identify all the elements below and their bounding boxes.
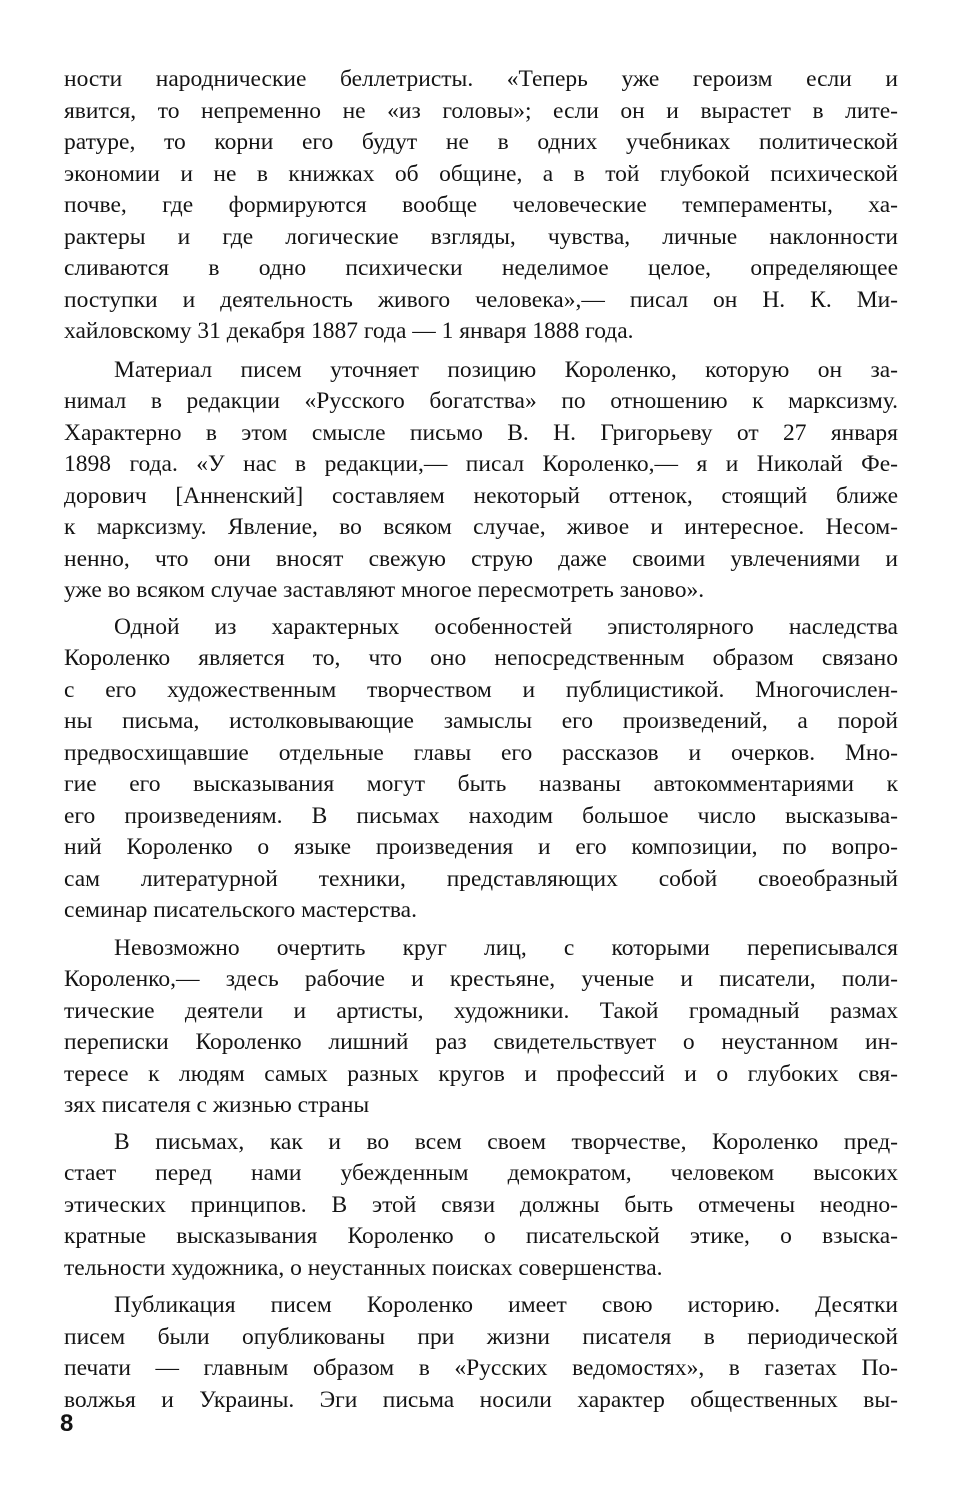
page-number: 8 xyxy=(60,1410,74,1437)
text-line: уже во всяком случае заставляют многое пересмотреть заново». xyxy=(64,577,705,603)
text-line: ны письма, истолковывающие замыслы его произведений, а порой xyxy=(64,708,898,734)
text-line: тересе к людям самых разных кругов и профессий и о глубоких свя- xyxy=(64,1060,898,1087)
text-line: его произведениям. В письмах находим большое число высказыва- xyxy=(64,802,898,829)
paragraph xyxy=(64,64,898,348)
text-line: тические деятели и артисты, художники. Такой громадный размах xyxy=(64,997,898,1024)
text-line: печати — главным образом в «Русских ведомостях», в газетах По- xyxy=(64,1355,898,1381)
text-line: стает перед нами убежденным демократом, человеком высоких xyxy=(64,1160,898,1186)
text-line: Характерно в этом смысле письмо В. Н. Григорьеву от 27 января xyxy=(64,419,898,446)
text-line: ности народнические беллетристы. «Теперь уже героизм если и xyxy=(64,66,898,92)
paragraph xyxy=(64,355,898,607)
text-line: сливаются в одно психически неделимое целое, определяющее xyxy=(64,255,898,281)
text-line: к марксизму. Явление, во всяком случае, живое и интересное. Несом- xyxy=(64,514,898,540)
text-line: этических принципов. В этой связи должны быть отмечены неодно- xyxy=(64,1191,898,1218)
text-line: сам литературной техники, представляющих собой своеобразный xyxy=(64,865,898,892)
text-line: Одной из характерных особенностей эпистолярного наследства xyxy=(114,613,898,640)
text-line: почве, где формируются вообще человеческие темпераменты, ха- xyxy=(64,192,898,218)
text-line: хайловскому 31 декабря 1887 года — 1 января 1888 года. xyxy=(64,318,634,344)
text-line: предвосхищавшие отдельные главы его рассказов и очерков. Мно- xyxy=(64,739,898,766)
text-line: Невозможно очертить круг лиц, с которыми переписывался xyxy=(114,934,898,961)
text-line: семинар писательского мастерства. xyxy=(64,897,417,923)
text-line: поступки и деятельность живого человека»,— писал он Н. К. Ми- xyxy=(64,286,898,313)
text-line: ний Короленко о языке произведения и его композиции, по вопро- xyxy=(64,834,898,860)
text-line: 1898 года. «У нас в редакции,— писал Короленко,— я и Николай Фе- xyxy=(64,451,898,477)
text-line: переписки Короленко лишний раз свидетельствует о неустанном ин- xyxy=(64,1029,898,1055)
paragraph xyxy=(64,1290,898,1416)
paragraph xyxy=(64,612,898,927)
text-line: дорович [Анненский] составляем некоторый оттенок, стоящий ближе xyxy=(64,482,898,509)
text-line: Короленко,— здесь рабочие и крестьяне, ученые и писатели, поли- xyxy=(64,966,898,992)
text-line: В письмах, как и во всем своем творчестве, Короленко пред- xyxy=(114,1128,898,1155)
text-line: явится, то непременно не «из головы»; если он и вырастет в лите- xyxy=(64,97,898,124)
text-line: Публикация писем Короленко имеет свою историю. Десятки xyxy=(114,1292,898,1318)
text-line: ненно, что они вносят свежую струю даже своими увлечениями и xyxy=(64,545,898,572)
body-text xyxy=(64,64,898,1416)
text-line: ратуре, то корни его будут не в одних учебниках политической xyxy=(64,129,898,155)
text-line: кратные высказывания Короленко о писательской этике, о взыска- xyxy=(64,1223,898,1249)
text-line: нимал в редакции «Русского богатства» по отношению к марксизму. xyxy=(64,388,898,414)
text-line: писем были опубликованы при жизни писателя в периодической xyxy=(64,1323,898,1350)
text-line: Материал писем уточняет позицию Короленко, которую он за- xyxy=(114,356,898,383)
text-line: тельности художника, о неустанных поисках совершенства. xyxy=(64,1254,663,1281)
text-line: волжья и Украины. Эги письма носили характер общественных вы- xyxy=(64,1386,898,1413)
paragraph xyxy=(64,1127,898,1285)
text-line: рактеры и где логические взгляды, чувства, личные наклонности xyxy=(64,223,898,250)
text-line: гие его высказывания могут быть названы автокомментариями к xyxy=(64,771,898,797)
paragraph xyxy=(64,933,898,1122)
text-line: экономии и не в книжках об общине, а в той глубокой психической xyxy=(64,160,898,187)
text-line: зях писателя с жизнью страны xyxy=(64,1092,370,1118)
text-line: с его художественным творчеством и публицистикой. Многочислен- xyxy=(64,676,898,703)
text-line: Короленко является то, что оно непосредственным образом связано xyxy=(64,645,898,671)
